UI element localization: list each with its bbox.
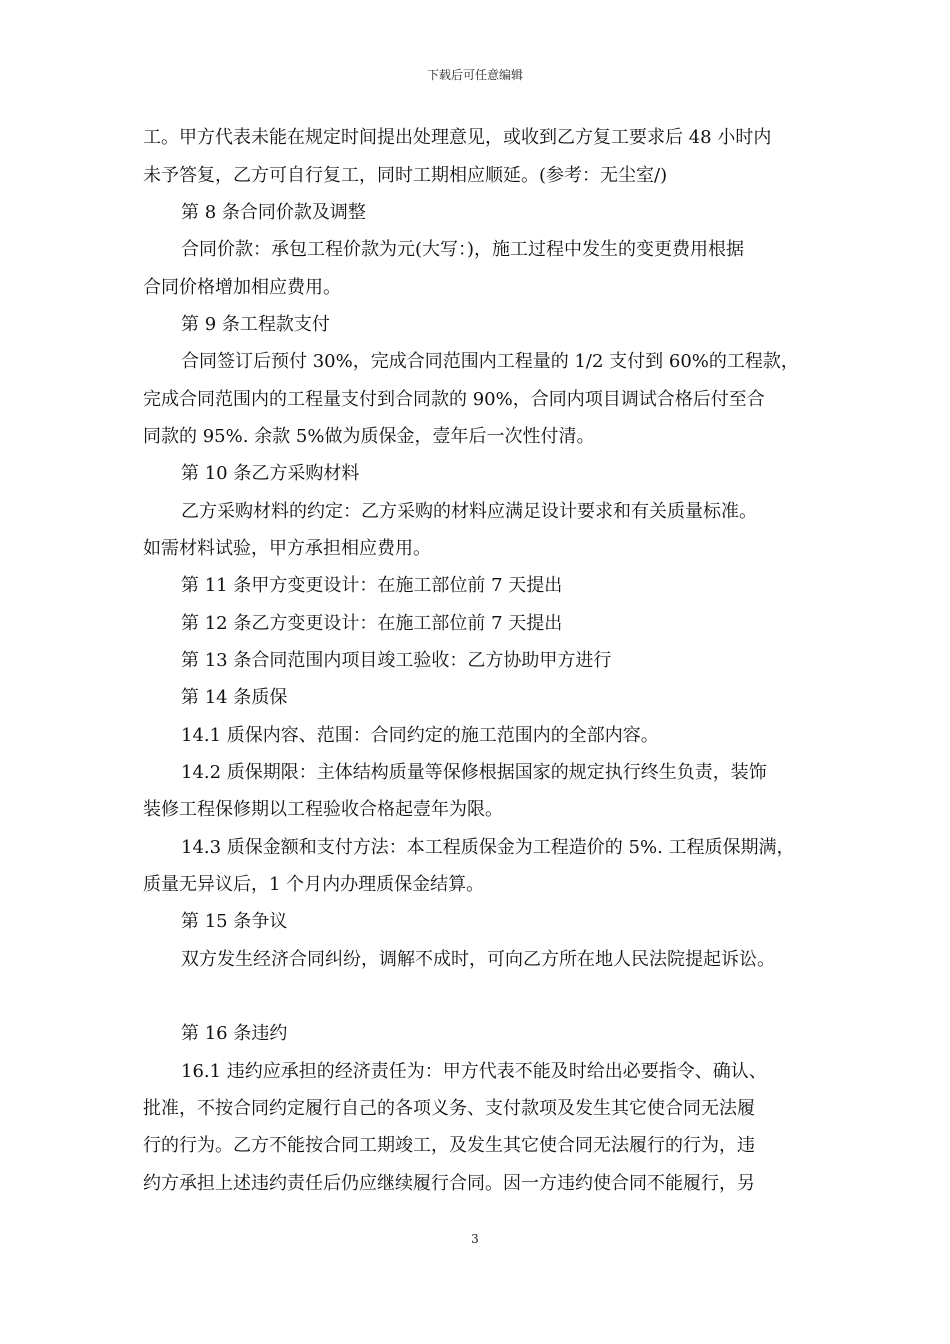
article-10-heading: 第 10 条乙方采购材料 <box>181 463 360 484</box>
paragraph-line: 合同价格增加相应费用。 <box>143 277 341 298</box>
clause-16-1-line: 批准，不按合同约定履行自己的各项义务、支付款项及发生其它使合同无法履 <box>143 1098 755 1119</box>
article-11-heading: 第 11 条甲方变更设计：在施工部位前 7 天提出 <box>181 575 563 596</box>
article-8-heading: 第 8 条合同价款及调整 <box>181 202 366 223</box>
article-16-heading: 第 16 条违约 <box>181 1023 288 1044</box>
clause-14-3-line: 质量无异议后，1 个月内办理质保金结算。 <box>143 874 485 895</box>
paragraph-line: 合同签订后预付 30%，完成合同范围内工程量的 1/2 支付到 60%的工程款， <box>181 351 799 372</box>
paragraph-line: 同款的 95%. 余款 5%做为质保金，壹年后一次性付清。 <box>143 426 595 447</box>
clause-14-1: 14.1 质保内容、范围：合同约定的施工范围内的全部内容。 <box>181 725 659 746</box>
paragraph-line: 双方发生经济合同纠纷，调解不成时，可向乙方所在地人民法院提起诉讼。 <box>181 949 775 970</box>
clause-16-1-line: 约方承担上述违约责任后仍应继续履行合同。因一方违约使合同不能履行，另 <box>143 1173 755 1194</box>
article-13-heading: 第 13 条合同范围内项目竣工验收：乙方协助甲方进行 <box>181 650 612 671</box>
paragraph-line: 未予答复，乙方可自行复工，同时工期相应顺延。(参考：无尘室/) <box>143 165 668 186</box>
paragraph-line: 合同价款：承包工程价款为元(大写：)，施工过程中发生的变更费用根据 <box>181 239 745 260</box>
clause-14-3-line: 14.3 质保金额和支付方法：本工程质保金为工程造价的 5%. 工程质保期满， <box>181 837 795 858</box>
clause-16-1-line: 16.1 违约应承担的经济责任为：甲方代表不能及时给出必要指令、确认、 <box>181 1061 767 1082</box>
article-14-heading: 第 14 条质保 <box>181 687 288 708</box>
paragraph-line: 如需材料试验，甲方承担相应费用。 <box>143 538 431 559</box>
clause-16-1-line: 行的行为。乙方不能按合同工期竣工，及发生其它使合同无法履行的行为，违 <box>143 1135 755 1156</box>
article-9-heading: 第 9 条工程款支付 <box>181 314 330 335</box>
article-15-heading: 第 15 条争议 <box>181 911 288 932</box>
paragraph-line: 工。甲方代表未能在规定时间提出处理意见，或收到乙方复工要求后 48 小时内 <box>143 127 772 148</box>
paragraph-line: 完成合同范围内的工程量支付到合同款的 90%，合同内项目调试合格后付至合 <box>143 389 765 410</box>
page-number: 3 <box>471 1232 479 1246</box>
clause-14-2-line: 装修工程保修期以工程验收合格起壹年为限。 <box>143 799 503 820</box>
article-12-heading: 第 12 条乙方变更设计：在施工部位前 7 天提出 <box>181 613 563 634</box>
clause-14-2-line: 14.2 质保期限：主体结构质量等保修根据国家的规定执行终生负责，装饰 <box>181 762 767 783</box>
page-header: 下载后可任意编辑 <box>426 68 523 82</box>
paragraph-line: 乙方采购材料的约定：乙方采购的材料应满足设计要求和有关质量标准。 <box>181 501 757 522</box>
